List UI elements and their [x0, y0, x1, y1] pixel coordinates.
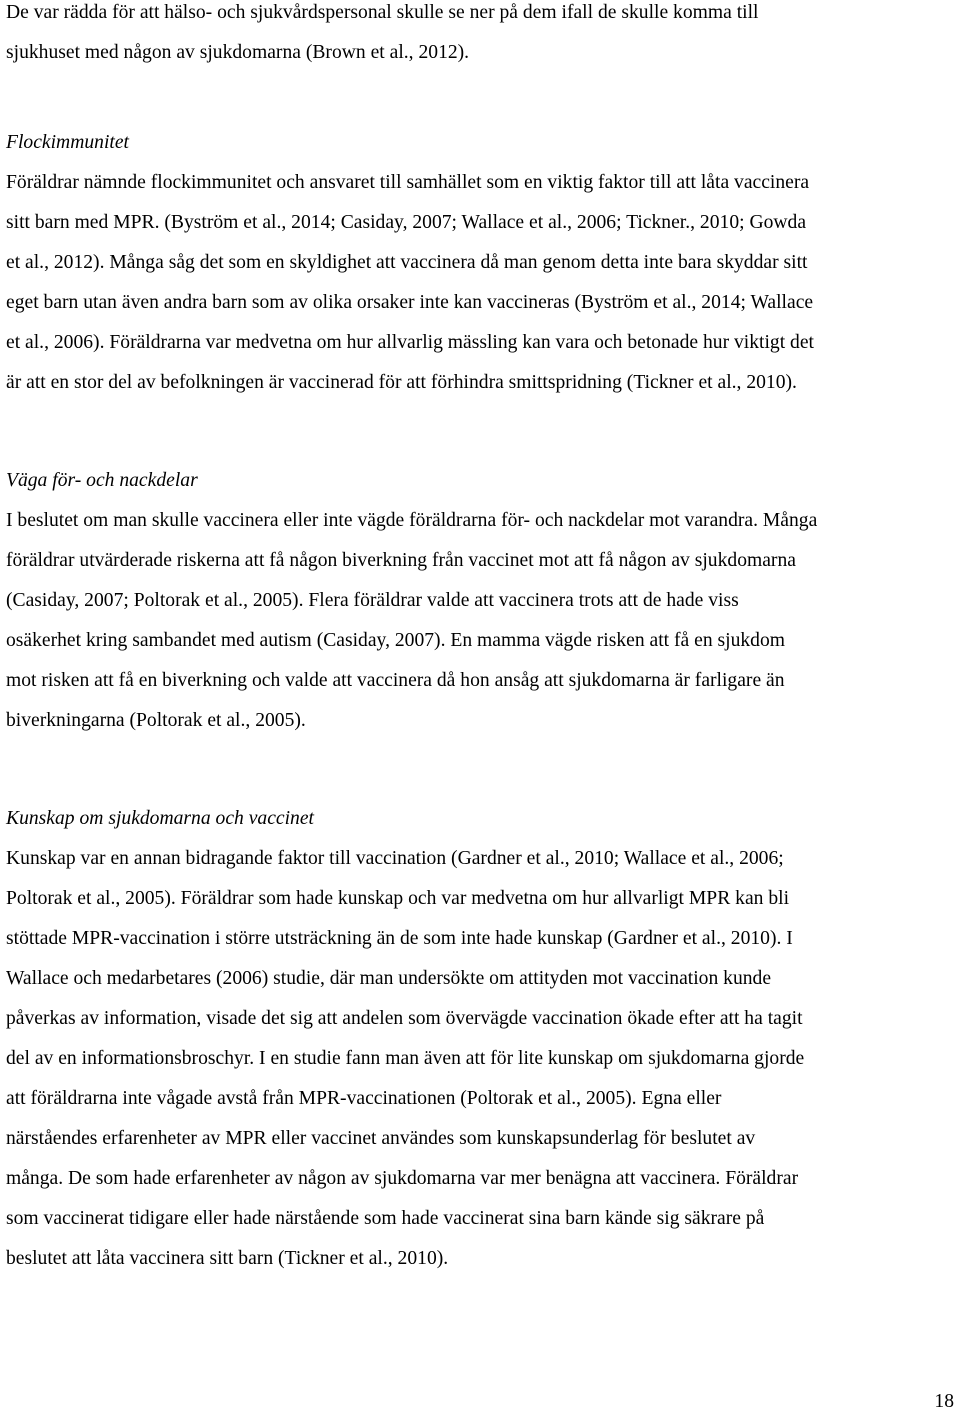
paragraph-line: Poltorak et al., 2005). Föräldrar som hade kunskap och var medvetna om hur allvarligt MPR kan bli	[6, 888, 790, 909]
paragraph-line: att föräldrarna inte vågade avstå från MPR-vaccinationen (Poltorak et al., 2005). Egna eller	[6, 1088, 722, 1109]
paragraph-line: osäkerhet kring sambandet med autism (Casiday, 2007). En mamma vägde risken att få en sjukdom	[6, 630, 786, 651]
paragraph-line: De var rädda för att hälso- och sjukvårdspersonal skulle se ner på dem ifall de skulle komma till	[6, 2, 759, 23]
section-heading-vaga: Väga för- och nackdelar	[6, 470, 198, 491]
paragraph-line: påverkas av information, visade det sig att andelen som övervägde vaccination ökade efter att ha tagit	[6, 1008, 803, 1029]
paragraph-line: beslutet att låta vaccinera sitt barn (Tickner et al., 2010).	[6, 1248, 449, 1269]
paragraph-line: eget barn utan även andra barn som av olika orsaker inte kan vaccineras (Byström et al., 2014; Wallace	[6, 292, 814, 313]
paragraph-line: är att en stor del av befolkningen är vaccinerad för att förhindra smittspridning (Tickner et al., 2010).	[6, 372, 797, 393]
paragraph-line: mot risken att få en biverkning och valde att vaccinera då hon ansåg att sjukdomarna är farligare än	[6, 670, 785, 691]
paragraph-line: et al., 2006). Föräldrarna var medvetna om hur allvarlig mässling kan vara och betonade hur viktigt det	[6, 332, 814, 353]
paragraph-line: biverkningarna (Poltorak et al., 2005).	[6, 710, 306, 731]
paragraph-line: många. De som hade erfarenheter av någon av sjukdomarna var mer benägna att vaccinera. Föräldrar	[6, 1168, 799, 1189]
paragraph-line: sitt barn med MPR. (Byström et al., 2014; Casiday, 2007; Wallace et al., 2006; Tickner., 2010; Gowda	[6, 212, 807, 233]
paragraph-line: sjukhuset med någon av sjukdomarna (Brown et al., 2012).	[6, 42, 470, 63]
paragraph-line: del av en informationsbroschyr. I en studie fann man även att för lite kunskap om sjukdomarna gjorde	[6, 1048, 805, 1069]
section-heading-kunskap: Kunskap om sjukdomarna och vaccinet	[6, 808, 314, 829]
paragraph-line: som vaccinerat tidigare eller hade närstående som hade vaccinerat sina barn kände sig säkrare på	[6, 1208, 765, 1229]
paragraph-line: närståendes erfarenheter av MPR eller vaccinet användes som kunskapsunderlag för beslutet av	[6, 1128, 756, 1149]
paragraph-line: Wallace och medarbetares (2006) studie, där man undersökte om attityden mot vaccination kunde	[6, 968, 772, 989]
paragraph-line: et al., 2012). Många såg det som en skyldighet att vaccinera då man genom detta inte bara skyddar sitt	[6, 252, 808, 273]
paragraph-line: stöttade MPR-vaccination i större utsträckning än de som inte hade kunskap (Gardner et al., 2010). I	[6, 928, 793, 949]
paragraph-line: (Casiday, 2007; Poltorak et al., 2005). Flera föräldrar valde att vaccinera trots att de hade viss	[6, 590, 739, 611]
page-number: 18	[934, 1391, 954, 1412]
paragraph-line: I beslutet om man skulle vaccinera eller inte vägde föräldrarna för- och nackdelar mot varandra. Många	[6, 510, 818, 531]
section-heading-flockimmunitet: Flockimmunitet	[6, 132, 129, 153]
paragraph-line: Föräldrar nämnde flockimmunitet och ansvaret till samhället som en viktig faktor till att låta vaccinera	[6, 172, 810, 193]
paragraph-line: Kunskap var en annan bidragande faktor till vaccination (Gardner et al., 2010; Wallace et al., 2006;	[6, 848, 784, 869]
paragraph-line: föräldrar utvärderade riskerna att få någon biverkning från vaccinet mot att få någon av sjukdomarna	[6, 550, 796, 571]
